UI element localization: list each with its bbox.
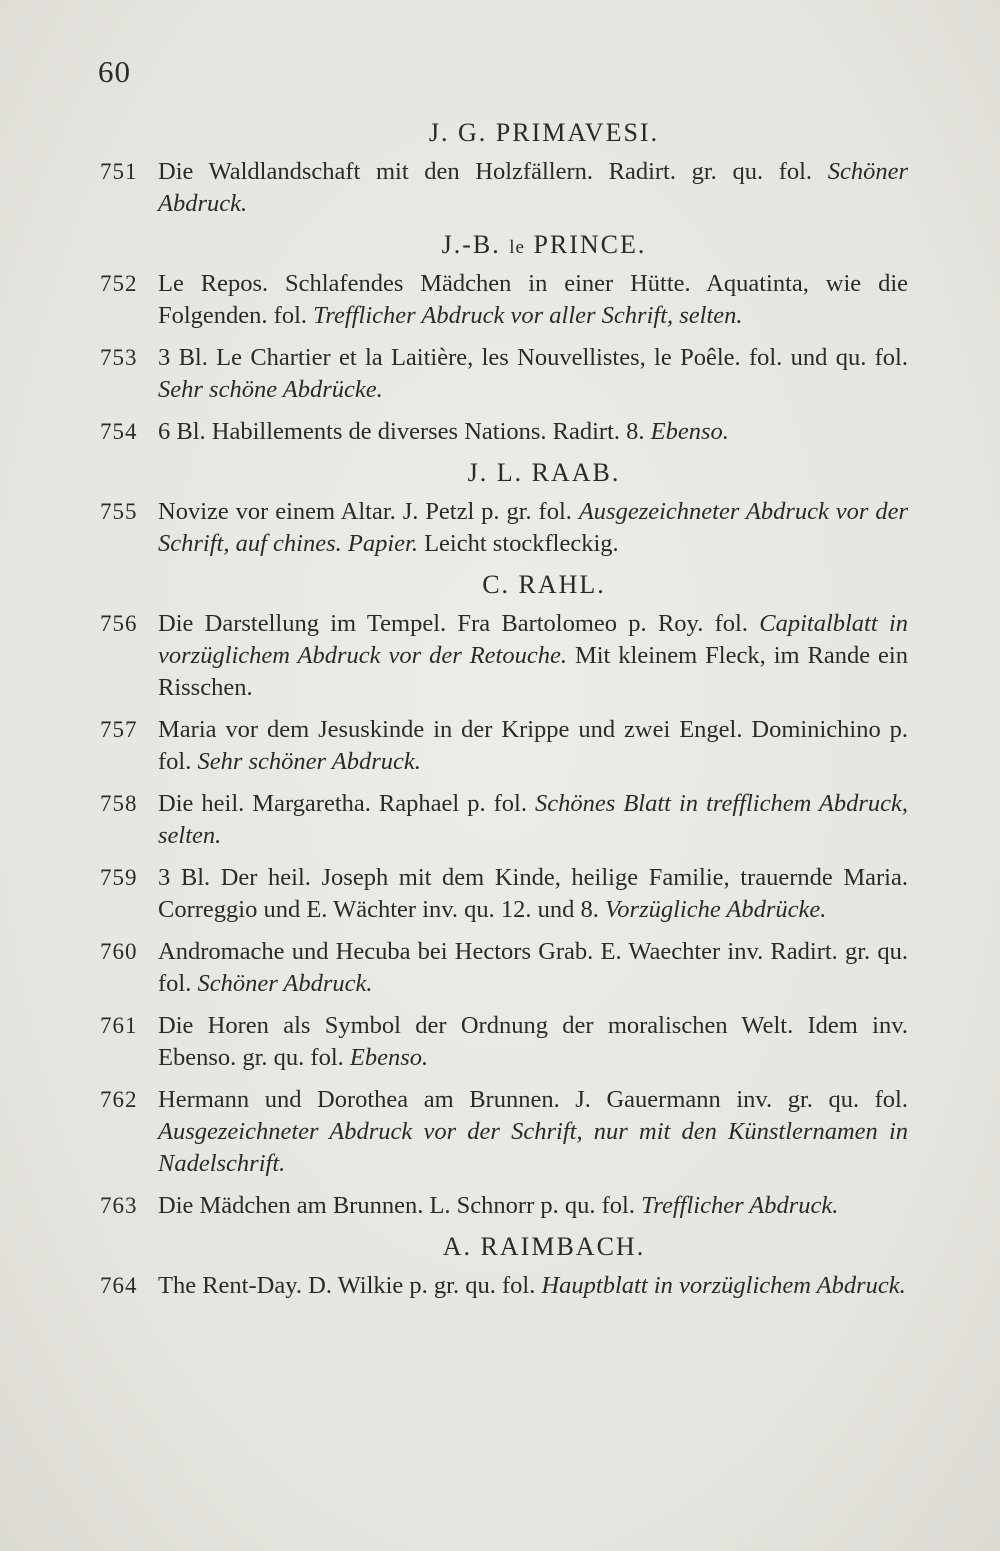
lot-number: 756 [100,611,138,636]
artist-name: J. G. PRIMAVESI. [428,118,660,147]
condition-note: Capitalblatt in vorzüglichem Abdruck vor der Retouche. [158,610,908,669]
artist-heading [100,230,908,260]
artist-name: A. RAIMBACH. [442,1232,646,1261]
entry-text: Maria vor dem Jesuskinde in der Krippe und zwei Engel. Dominichino p. fol. [158,716,908,775]
catalog-entry [100,1010,908,1074]
entry-text: 3 Bl. Le Chartier et la Laitière, les Nouvellistes, le Poêle. fol. und qu. fol. [158,344,908,371]
catalog-entry [100,862,908,926]
lot-number: 759 [100,865,138,890]
entry-description [158,1084,908,1180]
condition-note: Ebenso. [349,1044,429,1071]
page-number: 60 [98,54,131,89]
entry-description [158,1190,908,1222]
lot-number: 751 [100,159,138,184]
entry-text: Die Darstellung im Tempel. Fra Bartolomeo p. Roy. fol. [158,610,760,637]
entry-text: Hermann und Dorothea am Brunnen. J. Gauermann inv. gr. qu. fol. [158,1086,908,1113]
catalog-entry [100,156,908,220]
lot-number: 755 [100,499,138,524]
condition-note: Sehr schöner Abdruck. [197,748,421,775]
lot-number: 761 [100,1013,138,1038]
entry-description [158,862,908,926]
artist-name: J. L. RAAB. [467,458,621,487]
entry-text: Die Horen als Symbol der Ordnung der moralischen Welt. Idem inv. Ebenso. gr. qu. fol. [158,1012,908,1071]
lot-number: 760 [100,939,138,964]
entry-text: Novize vor einem Altar. J. Petzl p. gr. fol. [158,498,579,525]
lot-number: 752 [100,271,138,296]
entry-text: The Rent-Day. D. Wilkie p. gr. qu. fol. [158,1272,542,1299]
entry-description [158,156,908,220]
entry-description [158,416,908,448]
catalog-entry [100,342,908,406]
condition-note: Trefflicher Abdruck. [641,1192,839,1219]
catalog-entry [100,1084,908,1180]
catalog-entry [100,608,908,704]
condition-note: Schöner Abdruck. [158,158,908,217]
entry-text: Die Waldlandschaft mit den Holzfällern. Radirt. gr. qu. fol. [158,158,828,185]
catalog-entry [100,416,908,448]
condition-note: Schöner Abdruck. [197,970,373,997]
artist-heading [100,570,908,600]
entry-description [158,788,908,852]
condition-note: Ausgezeichneter Abdruck vor der Schrift, auf chines. Papier. [158,498,909,557]
entry-description [158,608,908,704]
condition-note: Schönes Blatt in trefflichem Abdruck, selten. [158,790,909,849]
lot-number: 762 [100,1087,138,1112]
entry-description [158,714,908,778]
catalog-content [100,108,908,1312]
entry-remark: Mit kleinem Fleck, im Rande ein Risschen. [158,642,908,701]
entry-text: Andromache und Hecuba bei Hectors Grab. E. Waechter inv. Radirt. gr. qu. fol. [158,938,908,997]
catalog-entry [100,1270,908,1302]
condition-note: Vorzügliche Abdrücke. [605,896,827,923]
artist-name: C. RAHL. [482,570,606,599]
condition-note: Hauptblatt in vorzüglichem Abdruck. [541,1272,906,1299]
entry-text: Die heil. Margaretha. Raphael p. fol. [158,790,535,817]
entry-description [158,1010,908,1074]
catalog-entry [100,496,908,560]
lot-number: 757 [100,717,138,742]
condition-note: Sehr schöne Abdrücke. [158,376,383,403]
entry-text: 6 Bl. Habillements de diverses Nations. Radirt. 8. [158,418,651,445]
entry-text: Die Mädchen am Brunnen. L. Schnorr p. qu. fol. [158,1192,642,1219]
artist-name-particle: le [509,237,525,258]
entry-text: 3 Bl. Der heil. Joseph mit dem Kinde, heilige Familie, trauernde Maria. Correggio und E. Wächter inv. qu. 12. und 8. [158,864,908,923]
artist-heading [100,1232,908,1262]
lot-number: 763 [100,1193,138,1218]
entry-description [158,268,908,332]
condition-note: Ausgezeichneter Abdruck vor der Schrift, nur mit den Künstlernamen in Nadelschrift. [158,1118,908,1177]
lot-number: 754 [100,419,138,444]
catalog-entry [100,714,908,778]
lot-number: 764 [100,1273,138,1298]
artist-heading [100,118,908,148]
lot-number: 753 [100,345,138,370]
entry-remark: Leicht stockfleckig. [417,530,619,557]
artist-name: J.-B. [441,230,510,259]
artist-surname: PRINCE. [524,230,647,259]
condition-note: Trefflicher Abdruck vor aller Schrift, selten. [313,302,743,329]
catalog-entry [100,936,908,1000]
entry-description [158,1270,908,1302]
entry-description [158,936,908,1000]
entry-description [158,342,908,406]
catalog-entry [100,788,908,852]
condition-note: Ebenso. [650,418,729,445]
lot-number: 758 [100,791,138,816]
catalog-entry [100,1190,908,1222]
catalog-entry [100,268,908,332]
entry-text: Le Repos. Schlafendes Mädchen in einer Hütte. Aquatinta, wie die Folgenden. fol. [158,270,908,329]
entry-description [158,496,908,560]
artist-heading [100,458,908,488]
